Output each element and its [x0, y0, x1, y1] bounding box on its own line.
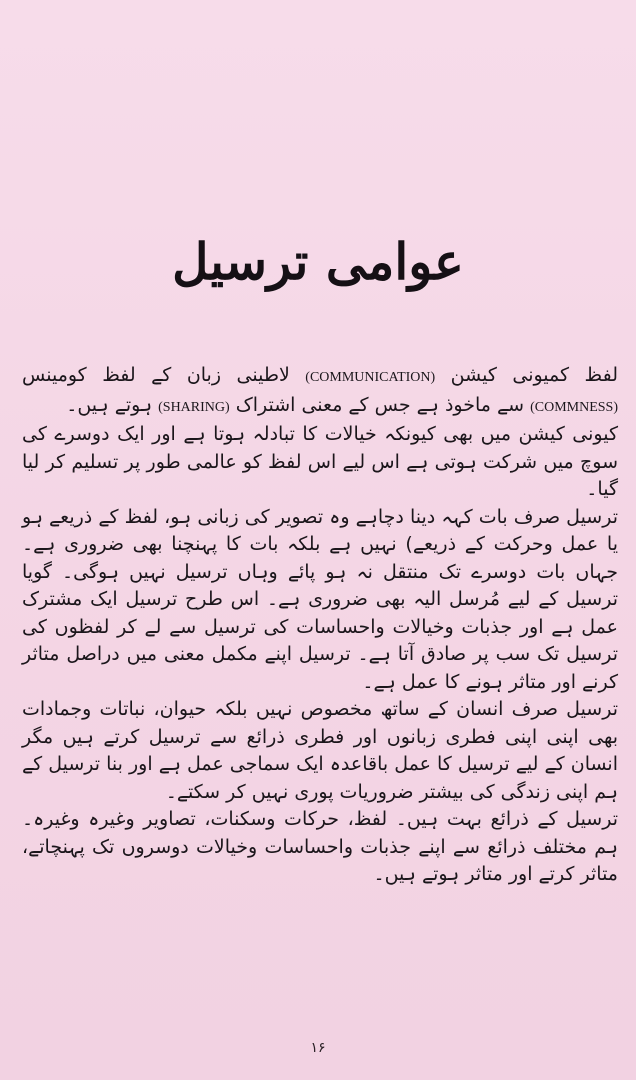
chapter-body	[22, 362, 618, 889]
intro-part-2: لاطینی زبان کے لفظ کومینس	[22, 364, 290, 386]
english-term-commness: (COMMNESS)	[530, 399, 618, 415]
intro-part-4: ہوتے ہیں۔	[66, 393, 153, 416]
english-term-communication: (COMMUNICATION)	[305, 370, 436, 385]
page-number: ۱۶	[310, 1040, 326, 1056]
intro-paragraph	[22, 362, 618, 421]
paragraph-definition: ترسیل صرف بات کہہ دینا دچاہے وہ تصویر کی زبانی ہو، لفظ کے ذریعے ہو یا عمل وحرکت کے ذریعے) نہیں ہے بلکہ بات کا پہنچنا بھی ضروری ہے۔ جہاں بات دوسرے تک منتقل نہ ہو پائے وہاں ترسیل نہیں ہوگی۔ گویا ترسیل کے لیے مُرسل الیہ بھی ضروری ہے۔ اس طرح ترسیل ایک مشترک عمل ہے اور جذبات وخیالات واحساسات کی ترسیل سے لے کر لفظوں کی ترسیل تک سب پر صادق آتا ہے۔ ترسیل اپنے مکمل معنی میں دراصل متاثر کرنے اور متاثر ہونے کا عمل ہے۔	[22, 505, 618, 693]
english-term-sharing: (SHARING)	[158, 399, 230, 415]
intro-part-1: لفظ کمیونی کیشن	[450, 364, 618, 386]
paragraph-means: ترسیل کے ذرائع بہت ہیں۔ لفظ، حرکات وسکنات، تصاویر وغیرہ وغیرہ۔ ہم مختلف ذرائع سے اپنے جذبات واحساسات وخیالات دوسروں تک پہنچاتے، متاثر کرتے اور متاثر ہوتے ہیں۔	[22, 808, 618, 885]
intro-part-3: سے ماخوذ ہے جس کے معنی اشتراک	[235, 393, 525, 416]
paragraph-communication: کیونی کیشن میں بھی کیونکہ خیالات کا تبادلہ ہوتا ہے اور ایک دوسرے کی سوچ میں شرکت ہوتی ہے اس لیے اس لفظ کو عالمی طور پر تسلیم کر لیا گیا۔	[22, 423, 618, 500]
paragraph-human-animals: ترسیل صرف انسان کے ساتھ مخصوص نہیں بلکہ حیوان، نباتات وجمادات بھی اپنی اپنی فطری زبانوں اور فطری ذرائع سے ترسیل کرتے ہیں مگر انسان کے لیے ترسیل کا عمل باقاعدہ ایک سماجی عمل ہے اور بنا ترسیل کے ہم اپنی زندگی کی بیشتر ضروریات پوری نہیں کر سکتے۔	[22, 698, 618, 803]
chapter-title: عوامی ترسیل	[172, 232, 464, 291]
